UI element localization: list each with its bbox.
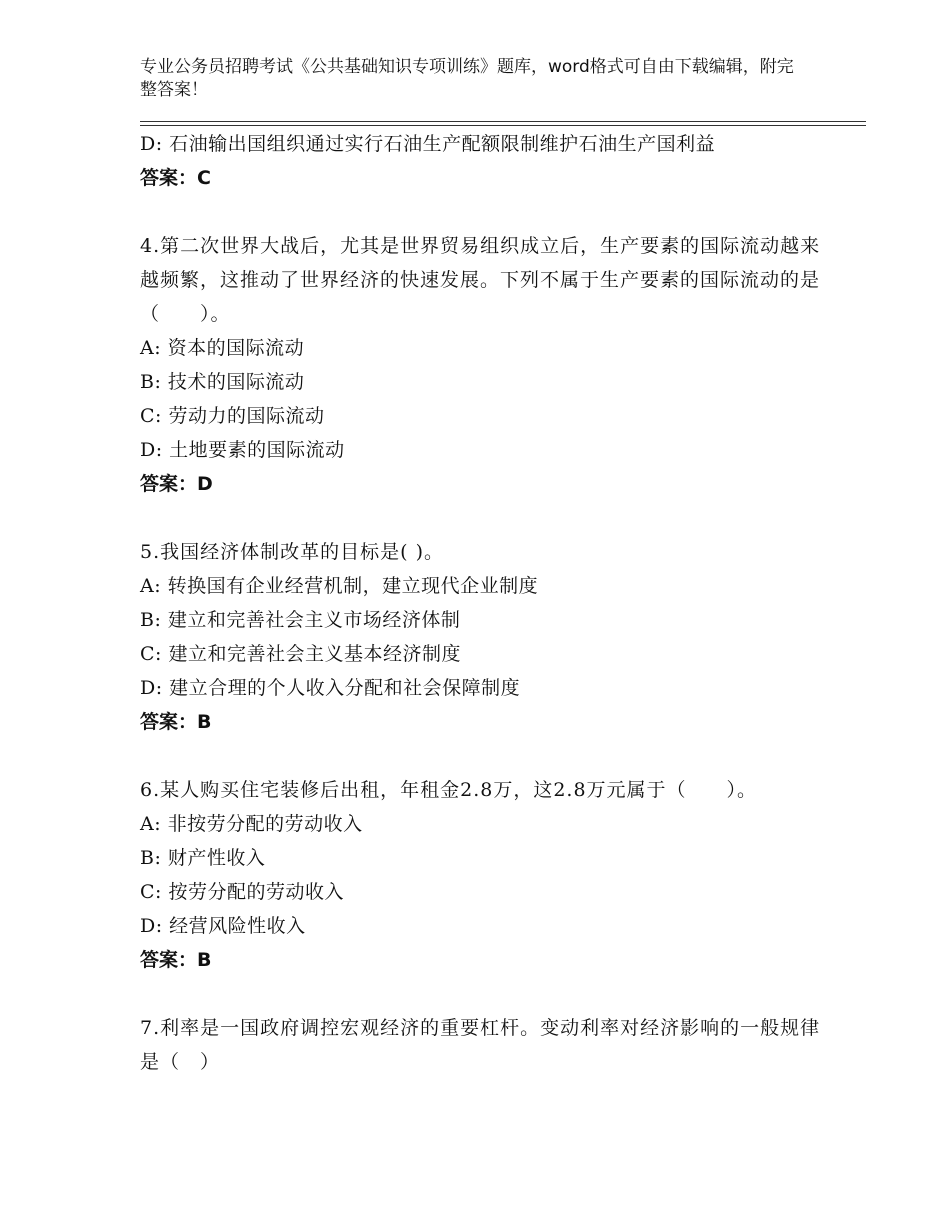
option-c: C: 劳动力的国际流动 xyxy=(140,405,325,427)
header-rule-bottom xyxy=(140,125,866,126)
option-a: A: 非按劳分配的劳动收入 xyxy=(140,813,363,835)
option-d: D: 建立合理的个人收入分配和社会保障制度 xyxy=(140,677,521,699)
option-a: A: 转换国有企业经营机制，建立现代企业制度 xyxy=(140,575,539,597)
question-stem: 4.第二次世界大战后，尤其是世界贸易组织成立后，生产要素的国际流动越来越频繁，这推动了世界经济的快速发展。下列不属于生产要素的国际流动的是（ ）。 xyxy=(140,235,821,325)
option-c: C: 建立和完善社会主义基本经济制度 xyxy=(140,643,461,665)
answer-label: 答案：C xyxy=(140,167,211,189)
header-rule-top xyxy=(140,121,866,122)
question-4 xyxy=(140,229,830,501)
option-c: C: 按劳分配的劳动收入 xyxy=(140,881,344,903)
question-stem: 5.我国经济体制改革的目标是( )。 xyxy=(140,541,444,563)
question-stem: 7.利率是一国政府调控宏观经济的重要杠杆。变动利率对经济影响的一般规律是（ ） xyxy=(140,1017,821,1073)
document-header: 专业公务员招聘考试《公共基础知识专项训练》题库，word格式可自由下载编辑，附完整答案！ xyxy=(140,57,794,100)
option-b: B: 财产性收入 xyxy=(140,847,266,869)
option-d: D: 经营风险性收入 xyxy=(140,915,306,937)
question-5 xyxy=(140,535,830,739)
answer-label: 答案：B xyxy=(140,711,212,733)
answer-label: 答案：B xyxy=(140,949,212,971)
option-b: B: 技术的国际流动 xyxy=(140,371,305,393)
question-7 xyxy=(140,1011,830,1079)
option-a: A: 资本的国际流动 xyxy=(140,337,305,359)
option-b: B: 建立和完善社会主义市场经济体制 xyxy=(140,609,461,631)
option-d: D: 石油输出国组织通过实行石油生产配额限制维护石油生产国利益 xyxy=(140,133,716,155)
question-6 xyxy=(140,773,830,977)
option-d: D: 土地要素的国际流动 xyxy=(140,439,345,461)
answer-label: 答案：D xyxy=(140,473,213,495)
question-list xyxy=(140,127,830,1079)
question-stem: 6.某人购买住宅装修后出租，年租金2.8万，这2.8万元属于（ ）。 xyxy=(140,779,758,801)
question-3-tail xyxy=(140,127,830,195)
